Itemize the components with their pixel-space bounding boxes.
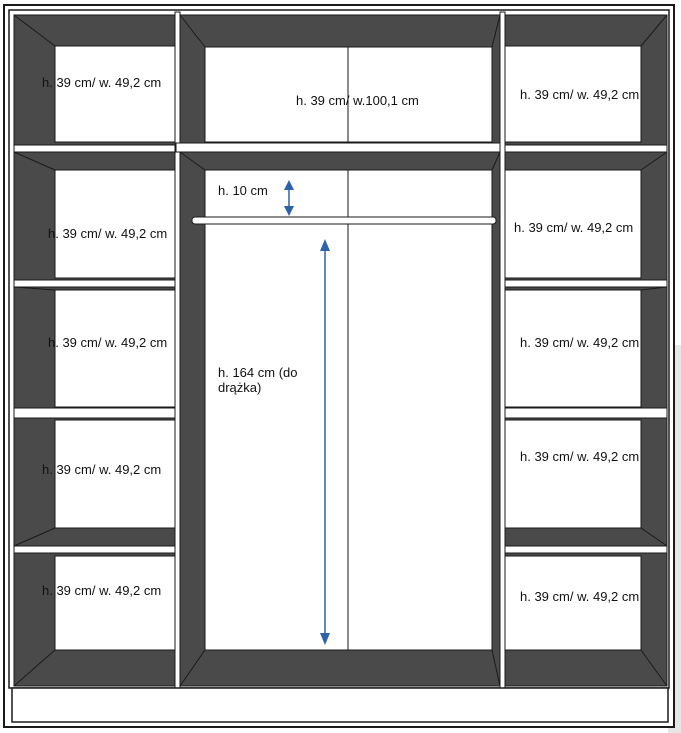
center-shelf xyxy=(176,143,500,152)
right-compartment-2-label: h. 39 cm/ w. 49,2 cm xyxy=(514,220,634,235)
left-shelf-3 xyxy=(14,408,175,418)
right-compartment-2 xyxy=(505,152,667,280)
right-shelf-4 xyxy=(505,546,667,553)
wardrobe-plinth xyxy=(12,688,668,722)
right-compartment-1 xyxy=(505,15,667,145)
center-column xyxy=(176,15,500,686)
hanging-height-label: h. 164 cm (do drążka) xyxy=(218,365,298,395)
right-compartment-1-label: h. 39 cm/ w. 49,2 cm xyxy=(520,87,640,102)
left-compartment-4 xyxy=(14,418,175,546)
right-column xyxy=(505,15,667,686)
left-shelf-2 xyxy=(14,280,175,287)
right-compartment-4 xyxy=(505,418,667,546)
right-compartment-3-label: h. 39 cm/ w. 49,2 cm xyxy=(520,335,640,350)
left-compartment-4-label: h. 39 cm/ w. 49,2 cm xyxy=(42,462,162,477)
left-compartment-5-label: h. 39 cm/ w. 49,2 cm xyxy=(42,583,162,598)
left-divider xyxy=(175,12,180,688)
right-compartment-5-label: h. 39 cm/ w. 49,2 cm xyxy=(520,589,640,604)
left-compartment-2-label: h. 39 cm/ w. 49,2 cm xyxy=(48,226,168,241)
left-shelf-4 xyxy=(14,546,175,553)
right-shelf-1 xyxy=(505,145,667,152)
right-shelf-2 xyxy=(505,280,667,287)
left-shelf-1 xyxy=(14,145,175,152)
right-shelf-3 xyxy=(505,408,667,418)
left-compartment-5 xyxy=(14,553,175,686)
rail-gap-label: h. 10 cm xyxy=(218,183,268,198)
right-compartment-5 xyxy=(505,553,667,686)
left-compartment-3-label: h. 39 cm/ w. 49,2 cm xyxy=(48,335,168,350)
right-compartment-4-label: h. 39 cm/ w. 49,2 cm xyxy=(520,449,640,464)
left-compartment-1-label: h. 39 cm/ w. 49,2 cm xyxy=(42,75,162,90)
left-compartment-2 xyxy=(14,152,175,280)
hanging-rail xyxy=(192,217,496,224)
right-divider xyxy=(500,12,505,688)
center-top-label: h. 39 cm/ w.100,1 cm xyxy=(296,93,419,108)
